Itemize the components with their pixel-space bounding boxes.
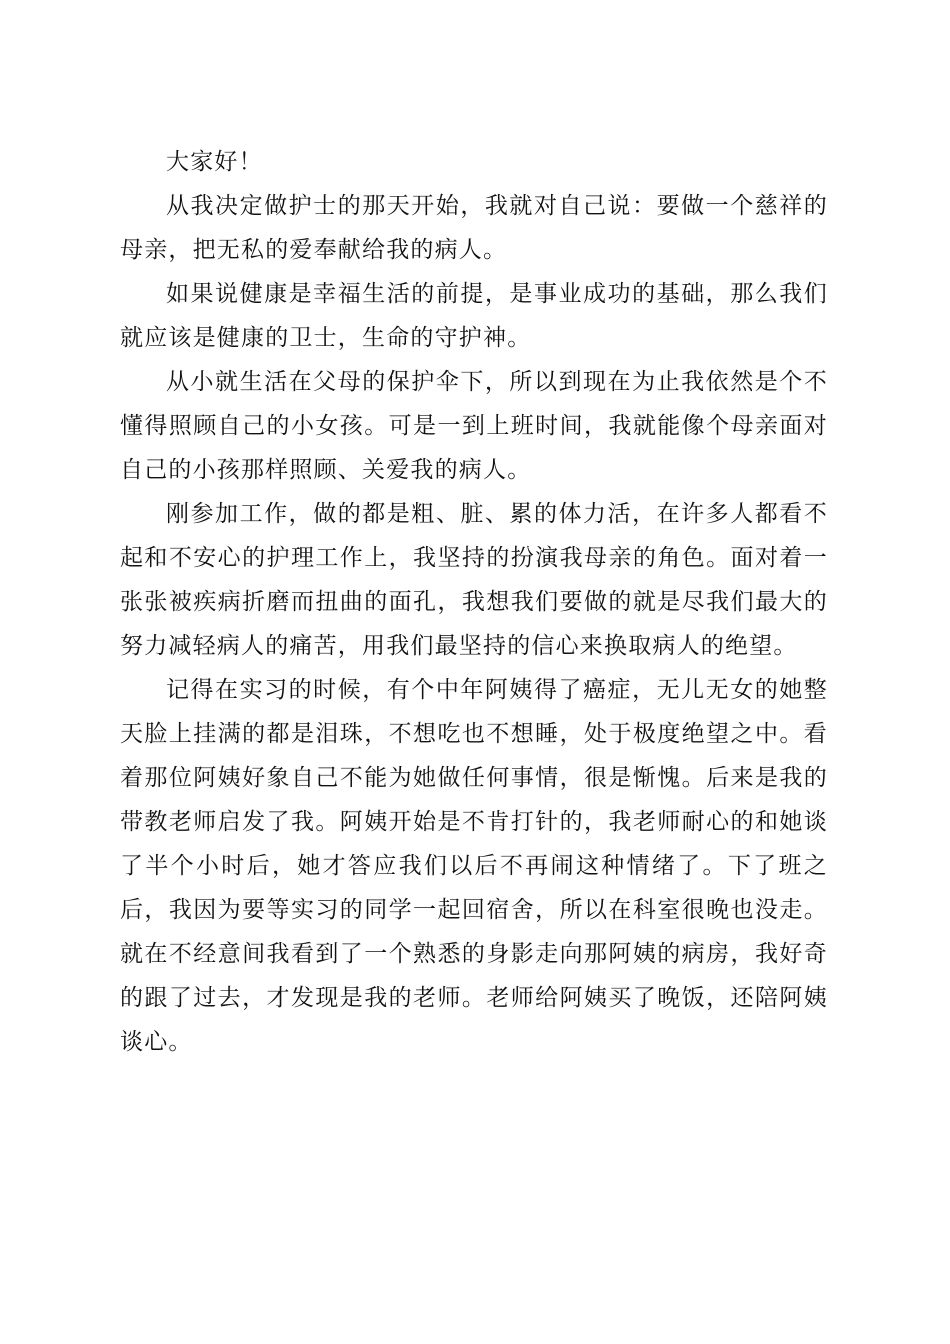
paragraph: 如果说健康是幸福生活的前提，是事业成功的基础，那么我们就应该是健康的卫士，生命的守护神。 — [120, 281, 828, 351]
paragraph: 从小就生活在父母的保护伞下，所以到现在为止我依然是个不懂得照顾自己的小女孩。可是一到上班时间，我就能像个母亲面对自己的小孩那样照顾、关爱我的病人。 — [120, 369, 828, 483]
paragraph-greeting: 大家好！ — [166, 149, 263, 175]
paragraph: 刚参加工作，做的都是粗、脏、累的体力活，在许多人都看不起和不安心的护理工作上，我坚持的扮演我母亲的角色。面对着一张张被疾病折磨而扭曲的面孔，我想我们要做的就是尽我们最大的努力减轻病人的痛苦，用我们最坚持的信心来换取病人的绝望。 — [120, 501, 828, 659]
paragraph: 从我决定做护士的那天开始，我就对自己说：要做一个慈祥的母亲，把无私的爱奉献给我的病人。 — [120, 193, 828, 263]
paragraph: 记得在实习的时候，有个中年阿姨得了癌症，无儿无女的她整天脸上挂满的都是泪珠，不想吃也不想睡，处于极度绝望之中。看着那位阿姨好象自己不能为她做任何事情，很是惭愧。后来是我的带教老师启发了我。阿姨开始是不肯打针的，我老师耐心的和她谈了半个小时后，她才答应我们以后不再闹这种情绪了。下了班之后，我因为要等实习的同学一起回宿舍，所以在科室很晚也没走。就在不经意间我看到了一个熟悉的身影走向那阿姨的病房，我好奇的跟了过去，才发现是我的老师。老师给阿姨买了晚饭，还陪阿姨谈心。 — [120, 677, 828, 1055]
document-body — [120, 140, 828, 1064]
